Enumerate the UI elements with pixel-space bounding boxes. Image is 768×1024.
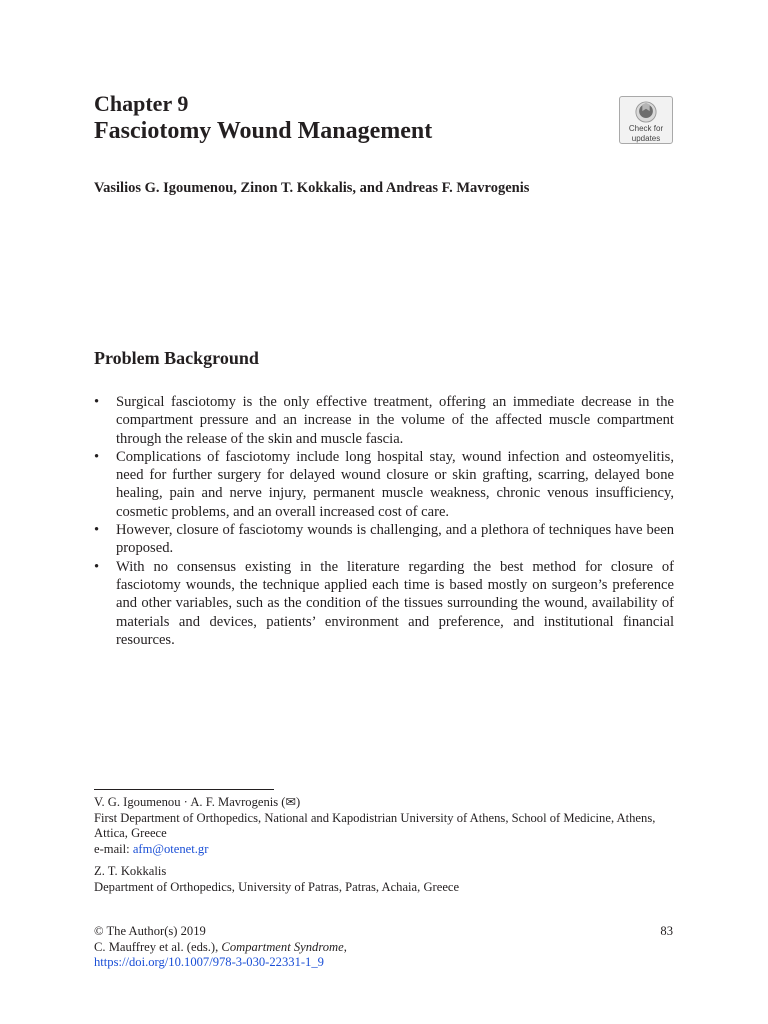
chapter-label: Chapter 9 <box>94 91 189 116</box>
bullet-list <box>94 393 674 649</box>
section-heading: Problem Background <box>94 348 259 368</box>
bullet-text: Complications of fasciotomy include long hospital stay, wound infection and osteomyelitis, need for further surgery for delayed wound closure or skin grafting, scarring, delayed bone healing, pain and nerve injury, permanent muscle weakness, chronic venous insufficiency, cosmetic problems, and an overall increased cost of care. <box>116 448 674 520</box>
check-for-updates-badge[interactable] <box>619 96 673 144</box>
affiliation-block-2 <box>94 864 674 895</box>
doi-link[interactable]: https://doi.org/10.1007/978-3-030-22331-1_9 <box>94 955 324 970</box>
author-list: Vasilios G. Igoumenou, Zinon T. Kokkalis, and Andreas F. Mavrogenis <box>94 180 530 196</box>
badge-text-line2: updates <box>631 134 661 143</box>
bullet-text: However, closure of fasciotomy wounds is challenging, and a plethora of techniques have been proposed. <box>116 522 674 557</box>
affiliation-names: V. G. Igoumenou · A. F. Mavrogenis (✉) <box>94 795 301 809</box>
affiliation-institution: First Department of Orthopedics, National and Kapodistrian University of Athens, School of Medicine, Athens, Attica, Greece <box>94 810 656 841</box>
bullet-symbol: • <box>94 448 100 465</box>
affiliation-block-1 <box>94 795 674 857</box>
page-number: 83 <box>660 924 673 938</box>
affiliation-institution: Department of Orthopedics, University of Patras, Patras, Achaia, Greece <box>94 879 460 894</box>
badge-text-line1: Check for <box>628 124 664 133</box>
bullet-symbol: • <box>94 394 100 410</box>
book-title: Compartment Syndrome <box>221 939 344 954</box>
bullet-symbol: • <box>94 522 100 539</box>
bullet-text: With no consensus existing in the literature regarding the best method for closure of fasciotomy wounds, the technique applied each time is based mostly on surgeon’s preference and other variables, such as the condition of the tissues surrounding the wound, availability of materials and devices, patients’ environment and preference, and institutional financial resources. <box>116 558 674 648</box>
citation-editors: C. Mauffrey et al. (eds.), <box>94 939 222 954</box>
list-item <box>94 521 674 558</box>
bullet-symbol: • <box>94 558 100 575</box>
email-link[interactable]: afm@otenet.gr <box>132 841 209 856</box>
bullet-text: Surgical fasciotomy is the only effective treatment, offering an immediate decrease in the compartment pressure and an increase in the volume of the affected muscle compartment through the release of the skin and muscle fascia. <box>116 394 674 447</box>
list-item <box>94 558 674 649</box>
email-label: e-mail: <box>94 841 133 856</box>
affiliation-email-line <box>94 842 674 858</box>
citation-suffix: , <box>343 939 347 954</box>
chapter-title: Fasciotomy Wound Management <box>94 118 433 144</box>
list-item <box>94 393 674 448</box>
copyright-line: © The Author(s) 2019 <box>94 924 206 938</box>
citation-line <box>94 940 347 956</box>
list-item <box>94 448 674 521</box>
affiliation-names: Z. T. Kokkalis <box>94 864 167 878</box>
footnote-divider <box>94 789 274 790</box>
copyright-block <box>94 924 347 971</box>
check-for-updates-icon <box>634 101 658 123</box>
